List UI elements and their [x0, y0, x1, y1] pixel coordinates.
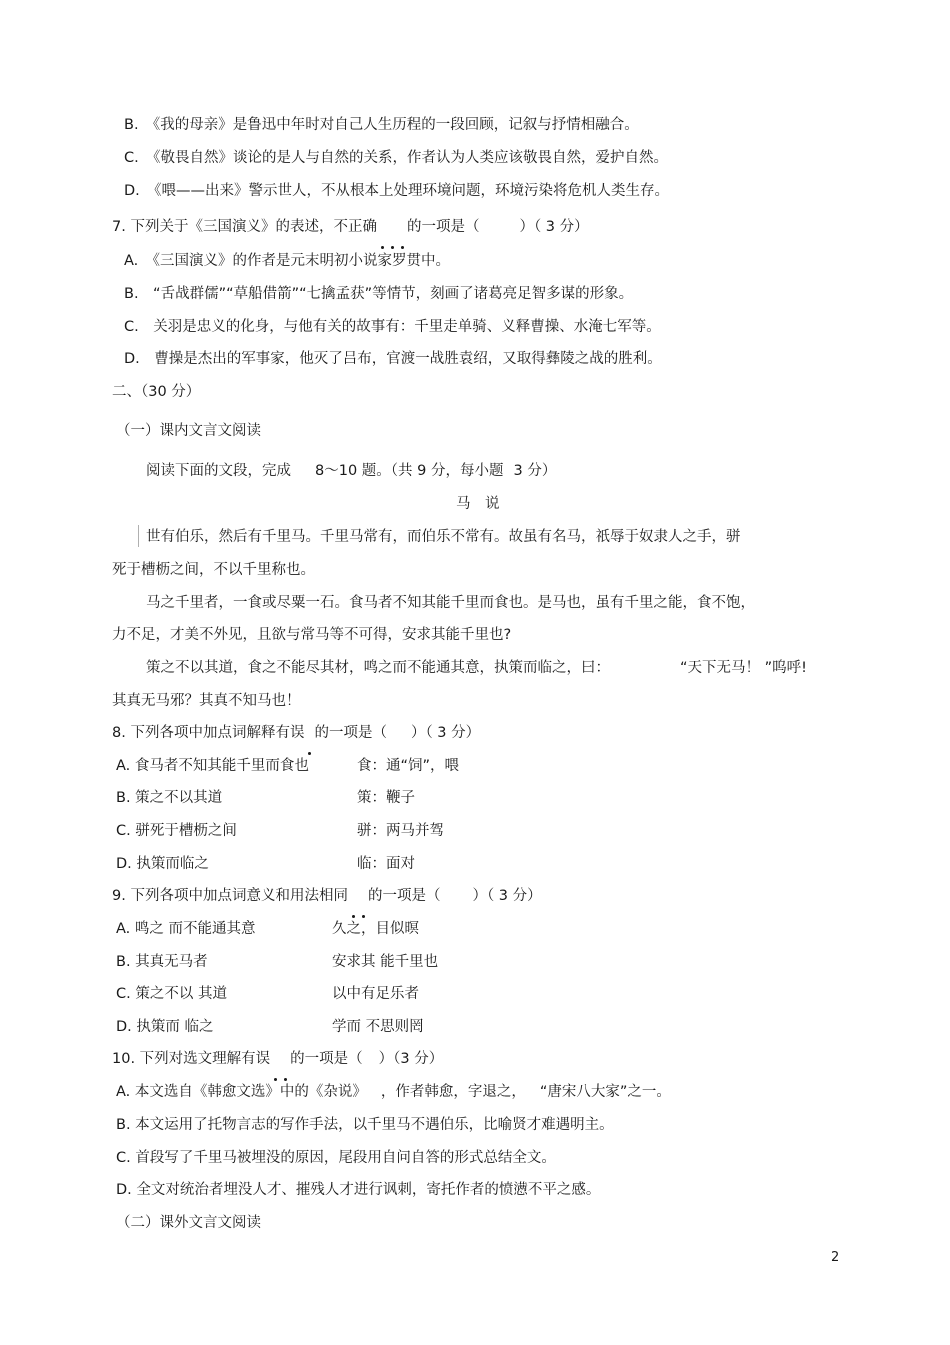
q10-option-a-part-2: ，作者韩愈，字退之， [380, 1084, 526, 1100]
q7-option-b: B. “舌战群儒”“草船借箭”“七擒孟获”等情节，刻画了诸葛亮足智多谋的形象。 [124, 286, 634, 302]
q8-option-d-gloss: 临：面对 [357, 856, 415, 872]
question-10-text-b: 的一项是（ [290, 1051, 363, 1067]
q10-option-d: D. 全文对统治者埋没人才、摧残人才进行讽刺，寄托作者的愤懑不平之感。 [116, 1182, 601, 1198]
passage-paragraph-2-line-1: 马之千里者，一食或尽粟一石。食马者不知其能千里而食也。是马也，虽有千里之能，食不饱， [146, 595, 755, 611]
q8-option-a: A. 食马者不知其能千里而食也 [116, 758, 309, 774]
q10-option-a-part-1: A. 本文选自《韩愈文选》中的《杂说》 [116, 1084, 367, 1100]
q9-option-b-compare: 安求其 能千里也 [332, 954, 439, 970]
q10-option-c: C. 首段写了千里马被埋没的原因，尾段用自问自答的形式总结全文。 [116, 1150, 556, 1166]
q9-option-c: C. 策之不以 其道 [116, 986, 227, 1002]
passage-paragraph-3-quote: “天下无马！ ”呜呼! [680, 660, 807, 676]
q9-option-a-compare: 久之，目似暝 [332, 921, 419, 937]
question-9-stem [112, 886, 542, 906]
passage-paragraph-3-line-2: 其真无马邪？其真不知马也！ [112, 693, 301, 709]
subsection-two-heading: （二）课外文言文阅读 [116, 1215, 261, 1231]
q10-option-b: B. 本文运用了托物言志的写作手法，以千里马不遇伯乐，比喻贤才难遇明主。 [116, 1117, 614, 1133]
section-two-heading: 二、（30 分） [112, 384, 201, 400]
question-8-stem [112, 723, 480, 743]
q7-option-c: C. 关羽是忠义的化身，与他有关的故事有：千里走单骑、义释曹操、水淹七军等。 [124, 319, 661, 335]
question-7-text: 7. 下列关于《三国演义》的表述，不正确 [112, 219, 377, 235]
question-7-text-b: 的一项是（ [406, 219, 480, 235]
q7-option-d: D. 曹操是杰出的军事家，他灭了吕布，官渡一战胜袁绍，又取得彝陵之战的胜利。 [124, 351, 662, 367]
instruction-part-c: 3 分） [513, 463, 557, 479]
question-9-text: 9. 下列各项中加点词意义和用法相同 [112, 888, 348, 904]
question-7-score: ）（ 3 分） [519, 219, 589, 235]
q8-option-d: D. 执策而临之 [116, 856, 209, 872]
q8-option-c: C. 骈死于槽枥之间 [116, 823, 237, 839]
q9-option-d-compare: 学而 不思则罔 [332, 1019, 424, 1035]
question-10-text: 10. 下列对选文理解有误 [112, 1051, 271, 1067]
q6-option-c: C. 《敬畏自然》谈论的是人与自然的关系，作者认为人类应该敬畏自然，爱护自然。 [124, 150, 668, 166]
q9-option-a: A. 鸣之 而不能通其意 [116, 921, 256, 937]
q8-option-a-gloss: 食：通“饲”，喂 [357, 758, 460, 774]
q9-option-b: B. 其真无马者 [116, 954, 208, 970]
instruction-part-a: 阅读下面的文段，完成 [146, 463, 291, 479]
passage-paragraph-2-line-2: 力不足，才美不外见，且欲与常马等不可得，安求其能千里也? [112, 627, 512, 643]
q9-option-c-compare: 以中有足乐者 [332, 986, 419, 1002]
question-9-score: ）（ 3 分） [472, 888, 542, 904]
q7-option-a: A. 《三国演义》的作者是元末明初小说家罗贯中。 [124, 253, 451, 269]
q8-option-c-gloss: 骈：两马并驾 [357, 823, 444, 839]
question-8-text-b: 的一项是（ [314, 725, 387, 741]
q6-option-b: B. 《我的母亲》是鲁迅中年时对自己人生历程的一段回顾，记叙与抒情相融合。 [124, 117, 639, 133]
passage-title: 马 说 [456, 496, 500, 512]
text-cursor [138, 525, 139, 547]
question-8-text: 8. 下列各项中加点词解释有误 [112, 725, 305, 741]
passage-paragraph-1-line-1: 世有伯乐，然后有千里马。千里马常有，而伯乐不常有。故虽有名马，祇辱于奴隶人之手，骈 [146, 529, 741, 545]
q10-option-a [116, 1082, 671, 1102]
passage-paragraph-3-line-1: 策之不以其道，食之不能尽其材，鸣之而不能通其意，执策而临之，曰： [146, 660, 610, 676]
question-10-stem [112, 1049, 443, 1069]
q8-option-b-gloss: 策：鞭子 [357, 790, 415, 806]
instruction-part-b: 8～10 题。（共 9 分，每小题 [315, 463, 504, 479]
question-8-score: ）（ 3 分） [410, 725, 481, 741]
q6-option-d: D. 《喂——出来》警示世人，不从根本上处理环境问题，环境污染将危机人类生存。 [124, 183, 670, 199]
question-7-stem [112, 217, 589, 237]
page-number: 2 [831, 1250, 840, 1265]
reading-instruction [146, 461, 556, 481]
passage-paragraph-1-line-2: 死于槽枥之间，不以千里称也。 [112, 562, 315, 578]
q9-option-d: D. 执策而 临之 [116, 1019, 214, 1035]
question-9-text-b: 的一项是（ [367, 888, 441, 904]
q8-option-b: B. 策之不以其道 [116, 790, 223, 806]
q10-option-a-part-3: “唐宋八大家”之一。 [539, 1084, 671, 1100]
question-10-score: ）（3 分） [378, 1051, 444, 1067]
subsection-one-heading: （一）课内文言文阅读 [116, 423, 261, 439]
